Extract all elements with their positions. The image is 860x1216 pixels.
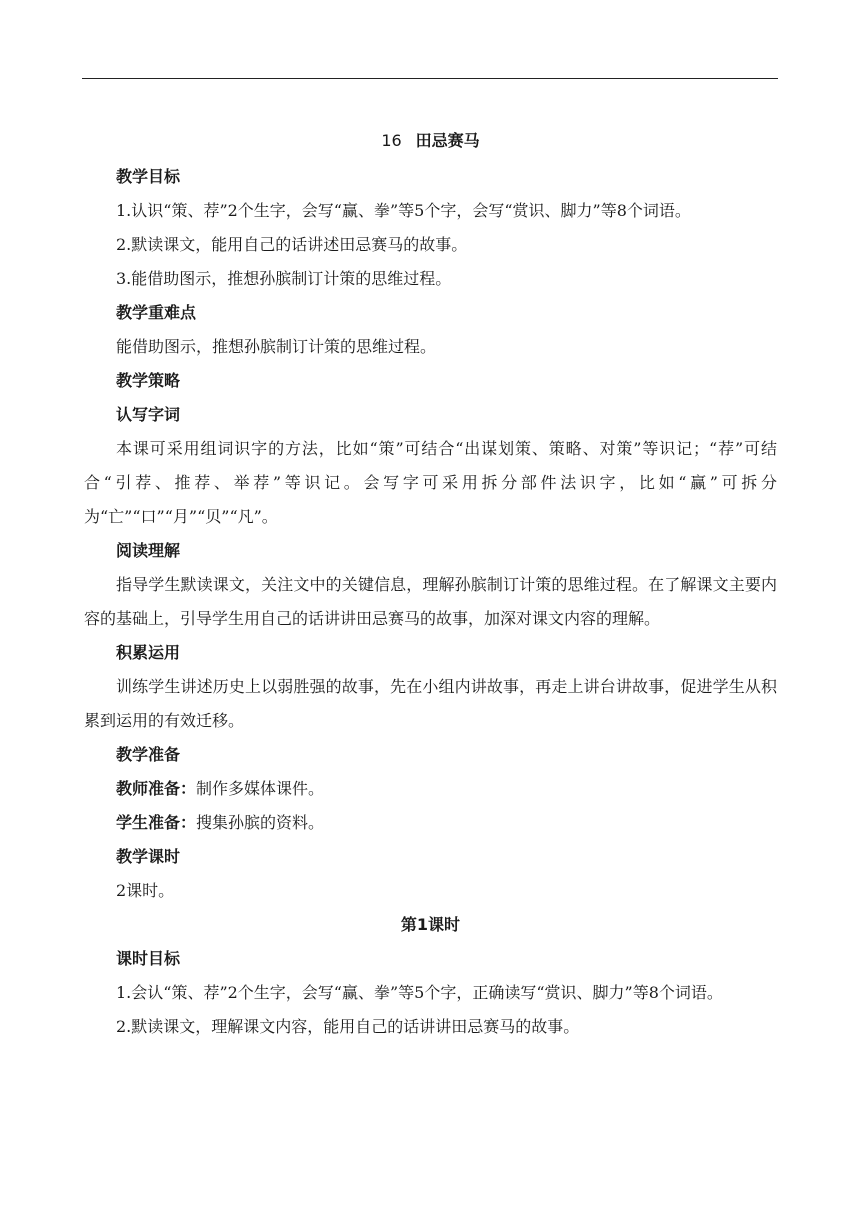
strategy-reading-text: 指导学生默读课文，关注文中的关键信息，理解孙膑制订计策的思维过程。在了解课文主要内容的基础上，引导学生用自己的话讲讲田忌赛马的故事，加深对课文内容的理解。: [84, 575, 777, 628]
document-body: [84, 122, 777, 1044]
first-hour-goal-2: 2.默读课文，理解课文内容，能用自己的话讲讲田忌赛马的故事。: [116, 1017, 580, 1036]
goal-item-3: 3.能借助图示，推想孙膑制订计策的思维过程。: [116, 269, 452, 288]
goal-item-1: 1.认识“策、荐”2个生字，会写“赢、拳”等5个字，会写“赏识、脚力”等8个词语。: [116, 201, 691, 220]
teacher-preparation: [84, 772, 777, 806]
strategy-practice-text: 训练学生讲述历史上以弱胜强的故事，先在小组内讲故事，再走上讲台讲故事，促进学生从积累到运用的有效迁移。: [84, 677, 777, 730]
strategy-heading: 教学策略: [116, 371, 181, 390]
header-rule: [82, 78, 778, 79]
strategy-words-text: 本课可采用组词识字的方法，比如“策”可结合“出谋划策、策略、对策”等识记；“荐”可结合“引荐、推荐、举荐”等识记。会写字可采用拆分部件法识字，比如“赢”可拆分为“亡”“口”“月”“贝”“凡”。: [84, 439, 777, 526]
goals-heading: 教学目标: [116, 167, 181, 186]
first-hour-goals-heading: 课时目标: [116, 949, 181, 968]
first-hour-heading: 第1课时: [400, 915, 461, 934]
strategy-words-heading: 认写字词: [116, 405, 181, 424]
difficulty-heading: 教学重难点: [116, 303, 197, 322]
hours-heading: 教学课时: [116, 847, 181, 866]
student-preparation: [84, 806, 777, 840]
teacher-preparation-text: 制作多媒体课件。: [196, 779, 325, 798]
lesson-title-text: 田忌赛马: [415, 131, 480, 150]
student-preparation-text: 搜集孙膑的资料。: [196, 813, 325, 832]
goal-item-2: 2.默读课文，能用自己的话讲述田忌赛马的故事。: [116, 235, 468, 254]
difficulty-text: 能借助图示，推想孙膑制订计策的思维过程。: [116, 337, 437, 356]
lesson-number: 16: [381, 131, 402, 150]
first-hour-goal-1: 1.会认“策、荐”2个生字，会写“赢、拳”等5个字，正确读写“赏识、脚力”等8个词语。: [116, 983, 723, 1002]
hours-text: 2课时。: [116, 881, 175, 900]
preparation-heading: 教学准备: [116, 745, 181, 764]
teacher-preparation-label: 教师准备：: [116, 779, 197, 798]
strategy-reading-heading: 阅读理解: [116, 541, 181, 560]
student-preparation-label: 学生准备：: [116, 813, 197, 832]
lesson-title: [84, 122, 777, 160]
strategy-practice-heading: 积累运用: [116, 643, 181, 662]
